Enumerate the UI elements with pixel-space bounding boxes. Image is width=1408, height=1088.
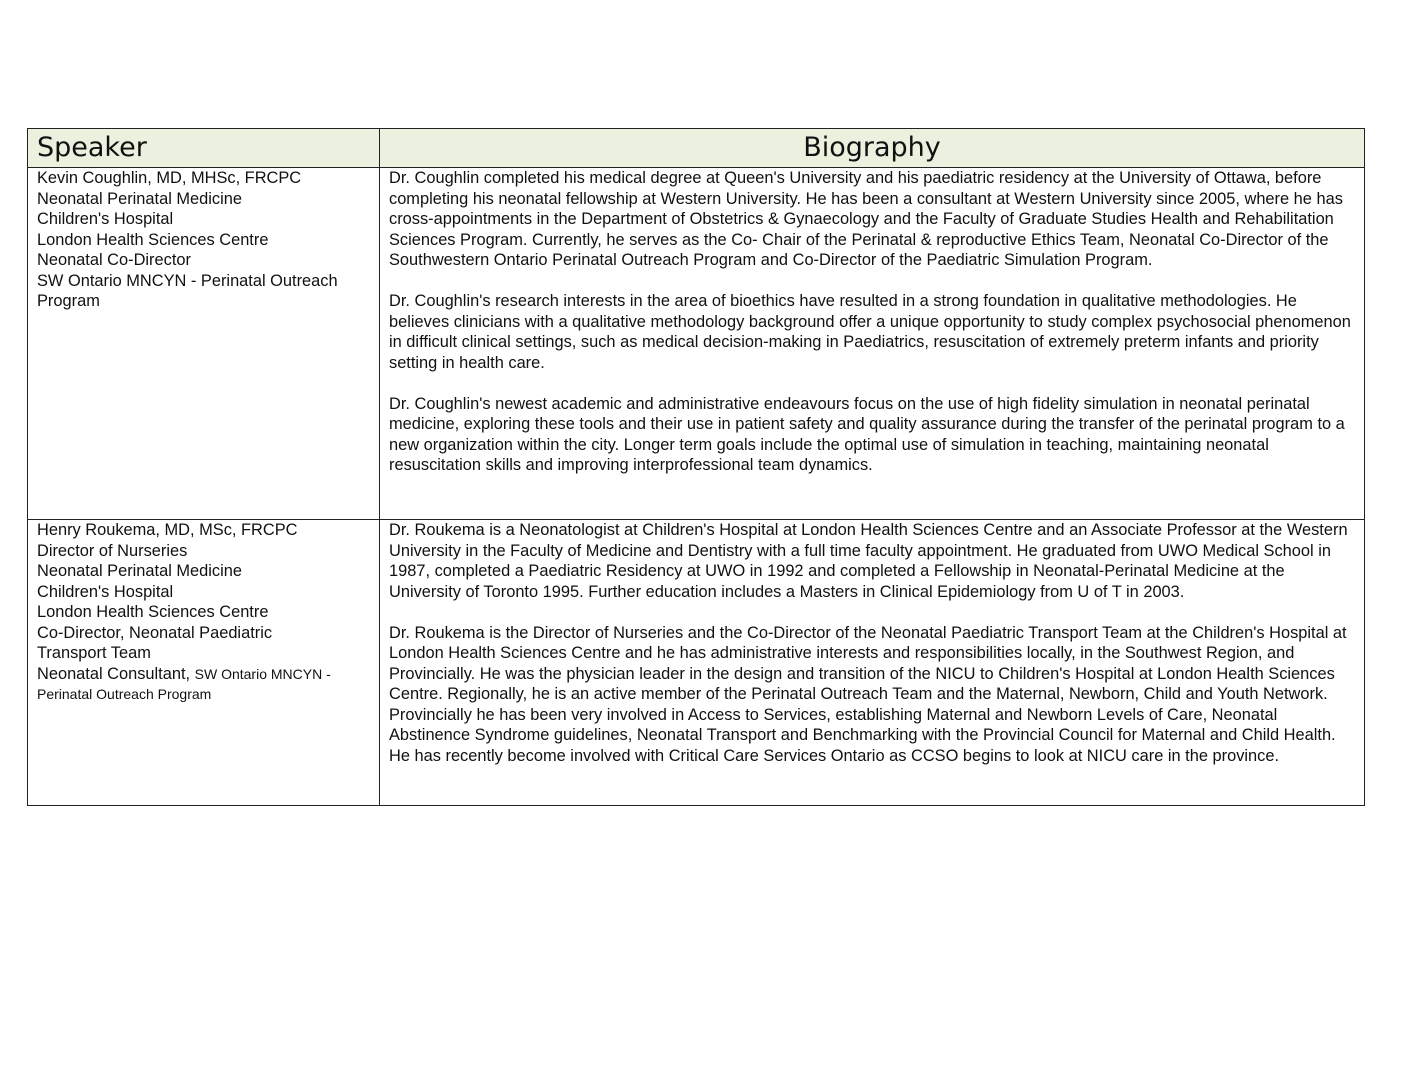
speaker-credential-line: London Health Sciences Centre <box>37 603 269 621</box>
biography-column-header: Biography <box>380 129 1365 168</box>
speaker-credential-line: London Health Sciences Centre <box>37 230 269 249</box>
speaker-credential-line: Director of Nurseries <box>37 541 188 560</box>
speaker-consultant-prefix: Neonatal Consultant, <box>37 664 191 683</box>
speaker-credential-line: Neonatal Co-Director <box>37 251 191 269</box>
biography-paragraph: Dr. Roukema is a Neonatologist at Children's Hospital at London Health Sciences Centre and an Associate Professor at the Western University in the Faculty of Medicine and Dentistry with a full time faculty appointment. He graduated from UWO Medical School in 1987, completed a Paediatric Residency at UWO in 1992 and completed a Fellowship in Neonatal-Perinatal Medicine at the University of Toronto 1995. Further education includes a Masters in Clinical Epidemiology from U of T in 2003. <box>389 521 1348 601</box>
table-header-row <box>28 129 1365 168</box>
speaker-consultant-program: Perinatal Outreach Program <box>37 686 212 702</box>
biography-paragraph: Dr. Roukema is the Director of Nurseries and the Co-Director of the Neonatal Paediatric Transport Team at the Children's Hospital at London Health Sciences Centre and he has administrative interests and responsibilities locally, in the Southwest Region, and Provincially. He was the physician leader in the design and transition of the NICU to Children's Hospital at London Health Sciences Centre. Regionally, he is an active member of the Perinatal Outreach Team and the Maternal, Newborn, Child and Youth Network. Provincially he has been very involved in Access to Services, establishing Maternal and Newborn Levels of Care, Neonatal Abstinence Syndrome guidelines, Neonatal Transport and Benchmarking with the Provincial Council for Maternal and Child Health. He has recently become involved with Critical Care Services Ontario as CCSO begins to look at NICU care in the province. <box>389 623 1347 765</box>
biography-paragraph: Dr. Coughlin's research interests in the area of bioethics have resulted in a strong foundation in qualitative methodologies. He believes clinicians with a qualitative methodology background offer a unique opportunity to study complex psychosocial phenomenon in difficult clinical settings, such as medical decision-making in Paediatrics, resuscitation of extremely preterm infants and priority setting in health care. <box>389 292 1351 372</box>
speaker-credential-line: Program <box>37 292 100 310</box>
speaker-credential-line: Co-Director, Neonatal Paediatric <box>37 623 273 642</box>
speaker-credential-line: Transport Team <box>37 644 151 662</box>
table-row <box>28 168 1365 520</box>
speaker-biography-table <box>27 128 1365 806</box>
speaker-credential-line: SW Ontario MNCYN - Perinatal Outreach <box>37 271 338 290</box>
speaker-column-header: Speaker <box>28 129 380 168</box>
speaker-credential-line: Children's Hospital <box>37 210 174 228</box>
table-row <box>28 520 1365 806</box>
speaker-cell <box>28 168 380 520</box>
speaker-credential-line: Neonatal Perinatal Medicine <box>37 562 243 580</box>
biography-paragraph: Dr. Coughlin's newest academic and administrative endeavours focus on the use of high fidelity simulation in neonatal perinatal medicine, exploring these tools and their use in patient safety and quality assurance during the transfer of the perinatal program to a new organization within the city. Longer term goals include the optimal use of simulation in teaching, maintaining neonatal resuscitation skills and improving interprofessional team dynamics. <box>389 394 1345 474</box>
speaker-name: Henry Roukema, MD, MSc, FRCPC <box>37 521 298 539</box>
speaker-cell <box>28 520 380 806</box>
biography-paragraph: Dr. Coughlin completed his medical degree at Queen's University and his paediatric residency at the University of Ottawa, before completing his neonatal fellowship at Western University. He has been a consultant at Western University since 2005, where he has cross-appointments in the Department of Obstetrics & Gynaecology and the Faculty of Graduate Studies Health and Rehabilitation Sciences Program. Currently, he serves as the Co- Chair of the Perinatal & reproductive Ethics Team, Neonatal Co-Director of the Southwestern Ontario Perinatal Outreach Program and Co-Director of the Paediatric Simulation Program. <box>389 169 1343 269</box>
speaker-credential-line: Neonatal Perinatal Medicine <box>37 189 243 208</box>
biography-cell <box>380 168 1365 520</box>
speaker-consultant-network: SW Ontario MNCYN - <box>194 665 331 682</box>
speaker-name: Kevin Coughlin, MD, MHSc, FRCPC <box>37 169 302 187</box>
biography-cell <box>380 520 1365 806</box>
speaker-credential-line: Children's Hospital <box>37 582 174 601</box>
speaker-consultant-line <box>37 664 370 685</box>
